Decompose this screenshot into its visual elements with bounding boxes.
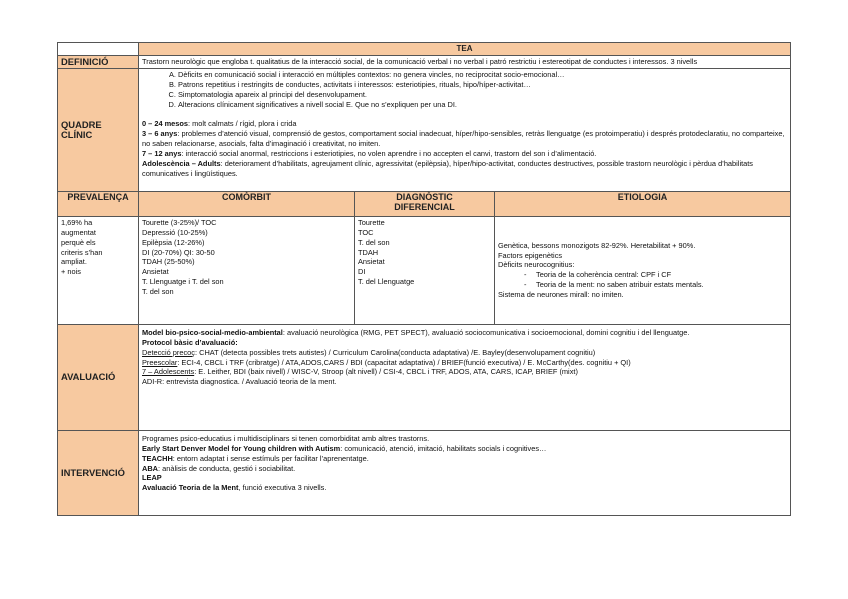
etiologia-bullets [498,270,787,290]
avaluacio-label: AVALUACIÓ [58,324,139,430]
quadre-label-1: QUADRE [61,118,102,130]
etiologia-line: Genètica, bessons monozigots 82-92%. Heretabilitat + 90%. [498,240,696,250]
comorbit-cell [139,216,355,324]
criterion-b: B. Patrons repetitius i restringits de conductes, activitats i interessos: esteriotipies, rituals, hipo/híper-activitat… [178,80,787,90]
age-label: 0 – 24 mesos [142,119,189,129]
teoria-text: , funció executiva 3 nivells. [238,483,327,493]
comorbit-item: Depressió (10-25%) [142,227,208,237]
definicio-text: Trastorn neurològic que engloba t. qualitatius de la interacció social, de la comunicació verbal i no verbal i patró restrictiu i estereotipat de conductes i interessos. 3 nivells [139,55,791,68]
adir-line: ADI-R: entrevista diagnostica. / Avaluació teoria de la ment. [142,377,337,387]
diagnostic-header [355,191,495,216]
comorbit-item: T. Llenguatge i T. del son [142,277,224,287]
prevalenca-line: ampliat. [61,257,87,267]
quadre-label-2: CLÍNIC [61,128,93,140]
teoria-line [142,483,787,493]
teachh-title: TEACHH [142,453,173,463]
preescolar-line [142,358,787,368]
corner-cell [58,43,139,56]
criteria-list [142,70,787,110]
adolescents-text: : E. Leither, BDI (baix nivell) / WISC-V, Stroop (alt nivell) / CSI-4, CBCL i TRF, ADOS, ATA, CARS, ICAP, BRIEF (mixt) [194,367,578,377]
preescolar-text: : ECI-4, CBCL i TRF (cribratge) / ATA,ADOS,CARS / BDI (capacitat adaptativa) / BRIEF(funció executiva) / E. McCarthy(des. cognitiu + QI) [177,357,631,367]
prevalenca-line: criteris s’han [61,247,103,257]
quadre-content [139,68,791,191]
etiologia-header: ETIOLOGIA [495,191,791,216]
avaluacio-content [139,324,791,430]
comorbit-item: Tourette (3-25%)/ TOC [142,217,217,227]
intervencio-line: Programes psico-educatius i multidisciplinars si tenen comorbiditat amb altres trastorns. [142,433,430,443]
definicio-label: DEFINICIÓ [58,55,139,68]
age-0-24 [142,119,787,129]
leap-line [142,473,787,483]
aba-text: : anàlisis de conducta, gestió i sociabilitat. [158,463,296,473]
model-line [142,328,787,338]
age-label: 7 – 12 anys [142,149,182,159]
comorbit-item: T. del son [142,287,174,297]
early-start-title: Early Start Denver Model for Young children with Autism [142,443,341,453]
age-text: : interacció social anormal, restriccions i esteriotipies, no volen aprendre i no accepten el canvi, trastorn del son i d’alimentació. [181,149,597,159]
teoria-title: Avaluació Teoria de la Ment [142,483,239,493]
adolescents-label: 7 – Adolescents [142,367,195,377]
age-text: : deteriorament d’habilitats, agreujament clínic, agressivitat (epilèpsia), híper/hipo-activitat, conductes destructives, possible trastorn neurològic i pèrdua d’habilitats comunicatives i lingüístiques. [142,159,753,178]
etiologia-line: Sistema de neurones mirall: no imiten. [498,290,624,300]
etiologia-bullet: - Teoria de la ment: no saben atribuir estats mentals. [536,280,787,290]
teachh-line [142,454,787,464]
etiologia-cell [495,216,791,324]
diagnostic-cell [355,216,495,324]
diagnostic-item: DI [358,267,366,277]
diagnostic-header-1: DIAGNÒSTIC [396,191,453,202]
aba-line [142,464,787,474]
etiologia-line: Factors epigenètics [498,250,563,260]
tea-table [57,42,791,516]
comorbit-header: COMÒRBIT [139,191,355,216]
diagnostic-item: TOC [358,227,374,237]
age-adolescencia [142,159,787,179]
intervencio-content [139,430,791,515]
prevalenca-line: perquè els [61,237,96,247]
deteccio-label: Detecció precoç [142,347,195,357]
diagnostic-item: T. del Llenguatge [358,277,415,287]
age-3-6 [142,129,787,149]
diagnostic-item: Tourette [358,217,385,227]
intervencio-label: INTERVENCIÓ [58,430,139,515]
table-title: TEA [139,43,791,56]
age-text: : problemes d’atenció visual, comprensió de gestos, comportament social inadecuat, híper/hipo-sensibles, retràs llenguatge (es protoimperatiu) i després protodeclaratiu, no comparteixe, no saben relacionarse, asocials, falta d’imaginació i creativitat, no imiten. [142,129,785,149]
early-start-text: : comunicació, atenció, imitació, habilitats socials i cognitives… [340,443,547,453]
age-text: : molt calmats / rígid, plora i crida [188,119,297,129]
leap-title: LEAP [142,473,162,483]
quadre-label [58,68,139,191]
model-text: : avaluació neurològica (RMG, PET SPECT), avaluació sociocomunicativa i socioemocional, domini cognitiu i del llenguatge. [282,327,690,337]
deteccio-text: : CHAT (detecta possibles trets autistes) / Curriculum Carolina(conducta adaptativa) /E. Bayley(desenvolupament cognitiu) [195,347,596,357]
comorbit-item: DI (20-70%) QI: 30-50 [142,247,215,257]
prevalenca-header: PREVALENÇA [58,191,139,216]
protocol-title [142,338,787,348]
etiologia-line: Dèficits neurocognitius: [498,260,575,270]
early-start-line [142,444,787,454]
criterion-c: C. Simptomatologia apareix al principi del desenvolupament. [178,90,787,100]
prevalenca-line: 1,69% ha [61,217,93,227]
comorbit-item: Epilèpsia (12-26%) [142,237,205,247]
age-label: Adolescència – Adults [142,159,221,169]
comorbit-item: TDAH (25-50%) [142,257,195,267]
criterion-d: D. Alteracions clínicament significatives a nivell social E. Que no s’expliquen per una DI. [178,100,787,110]
diagnostic-header-2: DIFERENCIAL [394,201,455,212]
comorbit-item: Ansietat [142,267,169,277]
teachh-text: : entorn adaptat i sense estímuls per facilitar l’aprenentatge. [172,453,369,463]
preescolar-label: Preescolar [142,357,178,367]
etiologia-bullet: - Teoria de la coherència central: CPF i CF [536,270,787,280]
aba-title: ABA [142,463,159,473]
deteccio-line [142,348,787,358]
prevalenca-cell [58,216,139,324]
diagnostic-item: Ansietat [358,257,385,267]
prevalenca-line: augmentat [61,227,96,237]
diagnostic-item: TDAH [358,247,379,257]
criterion-a: A. Dèficits en comunicació social i interacció en múltiples contextos: no genera vincles, no reciprocitat socio-emocional… [178,70,787,80]
age-7-12 [142,149,787,159]
protocol-text: Protocol bàsic d’avaluació: [142,337,238,347]
adolescents-line [142,367,787,377]
diagnostic-item: T. del son [358,237,390,247]
model-title: Model bio-psico-social-medio-ambiental [142,327,283,337]
age-label: 3 – 6 anys [142,129,178,139]
prevalenca-line: + nois [61,267,81,277]
